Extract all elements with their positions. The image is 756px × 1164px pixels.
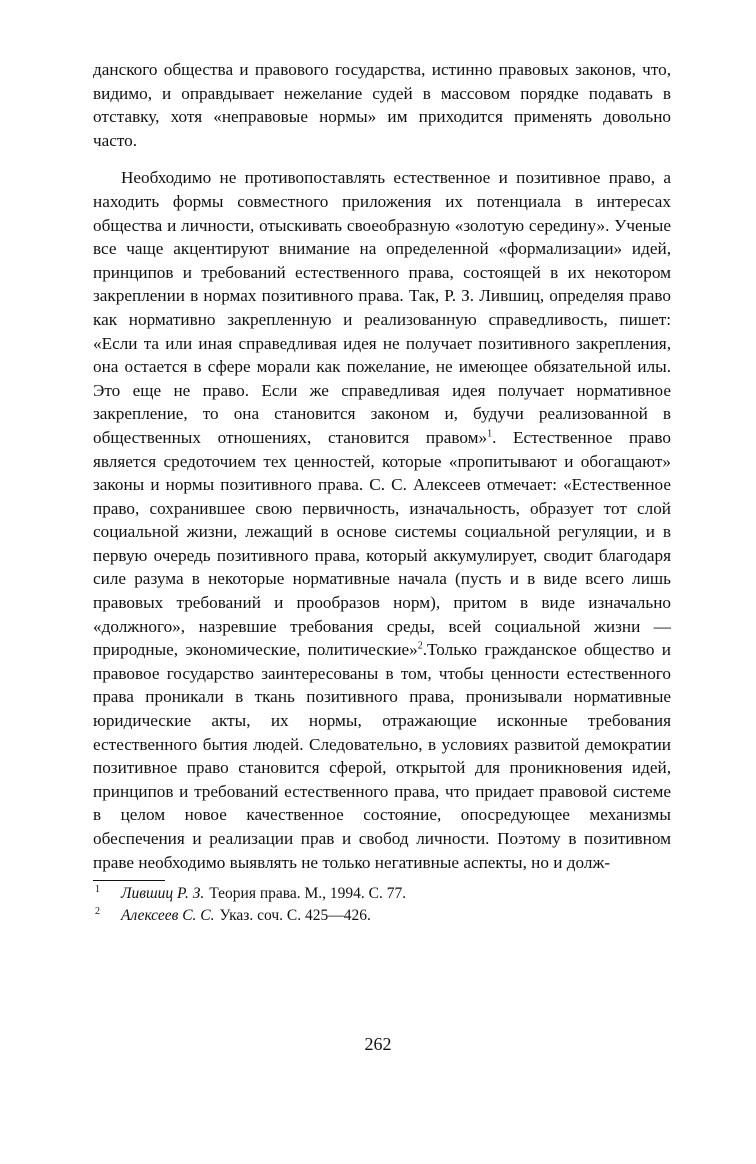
footnote-ref-2[interactable]: 2 xyxy=(417,640,423,652)
footnote-content xyxy=(121,883,406,905)
footnote-author: Лившиц Р. З. xyxy=(121,885,205,903)
footnote-divider xyxy=(93,880,165,881)
paragraph-main xyxy=(93,166,671,874)
footnote-text: Указ. соч. С. 425—426. xyxy=(219,907,371,925)
page-number: 262 xyxy=(364,1034,392,1054)
footnote-content xyxy=(121,905,371,927)
footnotes xyxy=(93,883,671,927)
paragraph-main-part3: .Только гражданское общество и правовое государство заинтересованы в том, чтобы ценности естественного права проникали в ткань позитивного права, пронизывали нормативные юридические акты, их нормы, отражающие исконные требования естественного бытия людей. Следовательно, в условиях развитой демократии позитивное право становится сферой, открытой для проникновения идей, принципов и требований естественного права, что придает правовой системе в целом новое качественное состояние, опосредующее механизмы обеспечения и реализации прав и свобод личности. Поэтому в позитивном праве необходимо выявлять не только негативные аспекты, но и долж- xyxy=(93,640,671,872)
footnote-2 xyxy=(93,905,671,927)
footnote-ref-1[interactable]: 1 xyxy=(487,428,493,440)
footnote-number: 1 xyxy=(95,884,100,896)
paragraph-main-part2: . Естественное право является средоточием тех ценностей, которые «пропитывают и обогащают» законы и нормы позитивного права. С. С. Алексеев отмечает: «Естественное право, сохранившее свою первичность, изначальность, образует тот слой социальной жизни, лежащий в основе системы социальной регуляции, и в первую очередь позитивного права, который аккумулирует, сводит благодаря силе разума в некоторые нормативные начала (пусть и в виде всего лишь правовых требований и прообразов норм), притом в виде изначально «должного», назревшие требования среды, всей социальной жизни — природные, экономические, политические» xyxy=(93,427,671,660)
footnote-text: Теория права. М., 1994. С. 77. xyxy=(209,885,407,903)
page-body xyxy=(93,58,671,927)
paragraph-main-part1: Необходимо не противопоставлять естественное и позитивное право, а находить формы совместного приложения их потенциала в интересах общества и личности, отыскивать своеобразную «золотую середину». Ученые все чаще акцентируют внимание на определенной «формализации» идей, принципов и требований естественного права, состоящей в их некотором закреплении в нормах позитивного права. Так, Р. З. Лившиц, определяя право как нормативно закрепленную и реализованную справедливость, пишет: «Если та или иная справедливая идея не получает позитивного закрепления, она остается в сфере морали как пожелание, не имеющее обязательной илы. Это еще не право. Если же справедливая идея получает нормативное закрепление, то она становится законом и, будучи реализованной в общественных отношениях, становится правом» xyxy=(93,168,671,447)
footnote-author: Алексеев С. С. xyxy=(121,907,215,925)
paragraph-continuation: данского общества и правового государства, истинно правовых законов, что, видимо, и оправдывает нежелание судей в массовом порядке подавать в отставку, хотя «неправовые нормы» им приходится применять довольно часто. xyxy=(93,60,671,150)
footnote-1 xyxy=(93,883,671,905)
footnote-number: 2 xyxy=(95,906,100,918)
